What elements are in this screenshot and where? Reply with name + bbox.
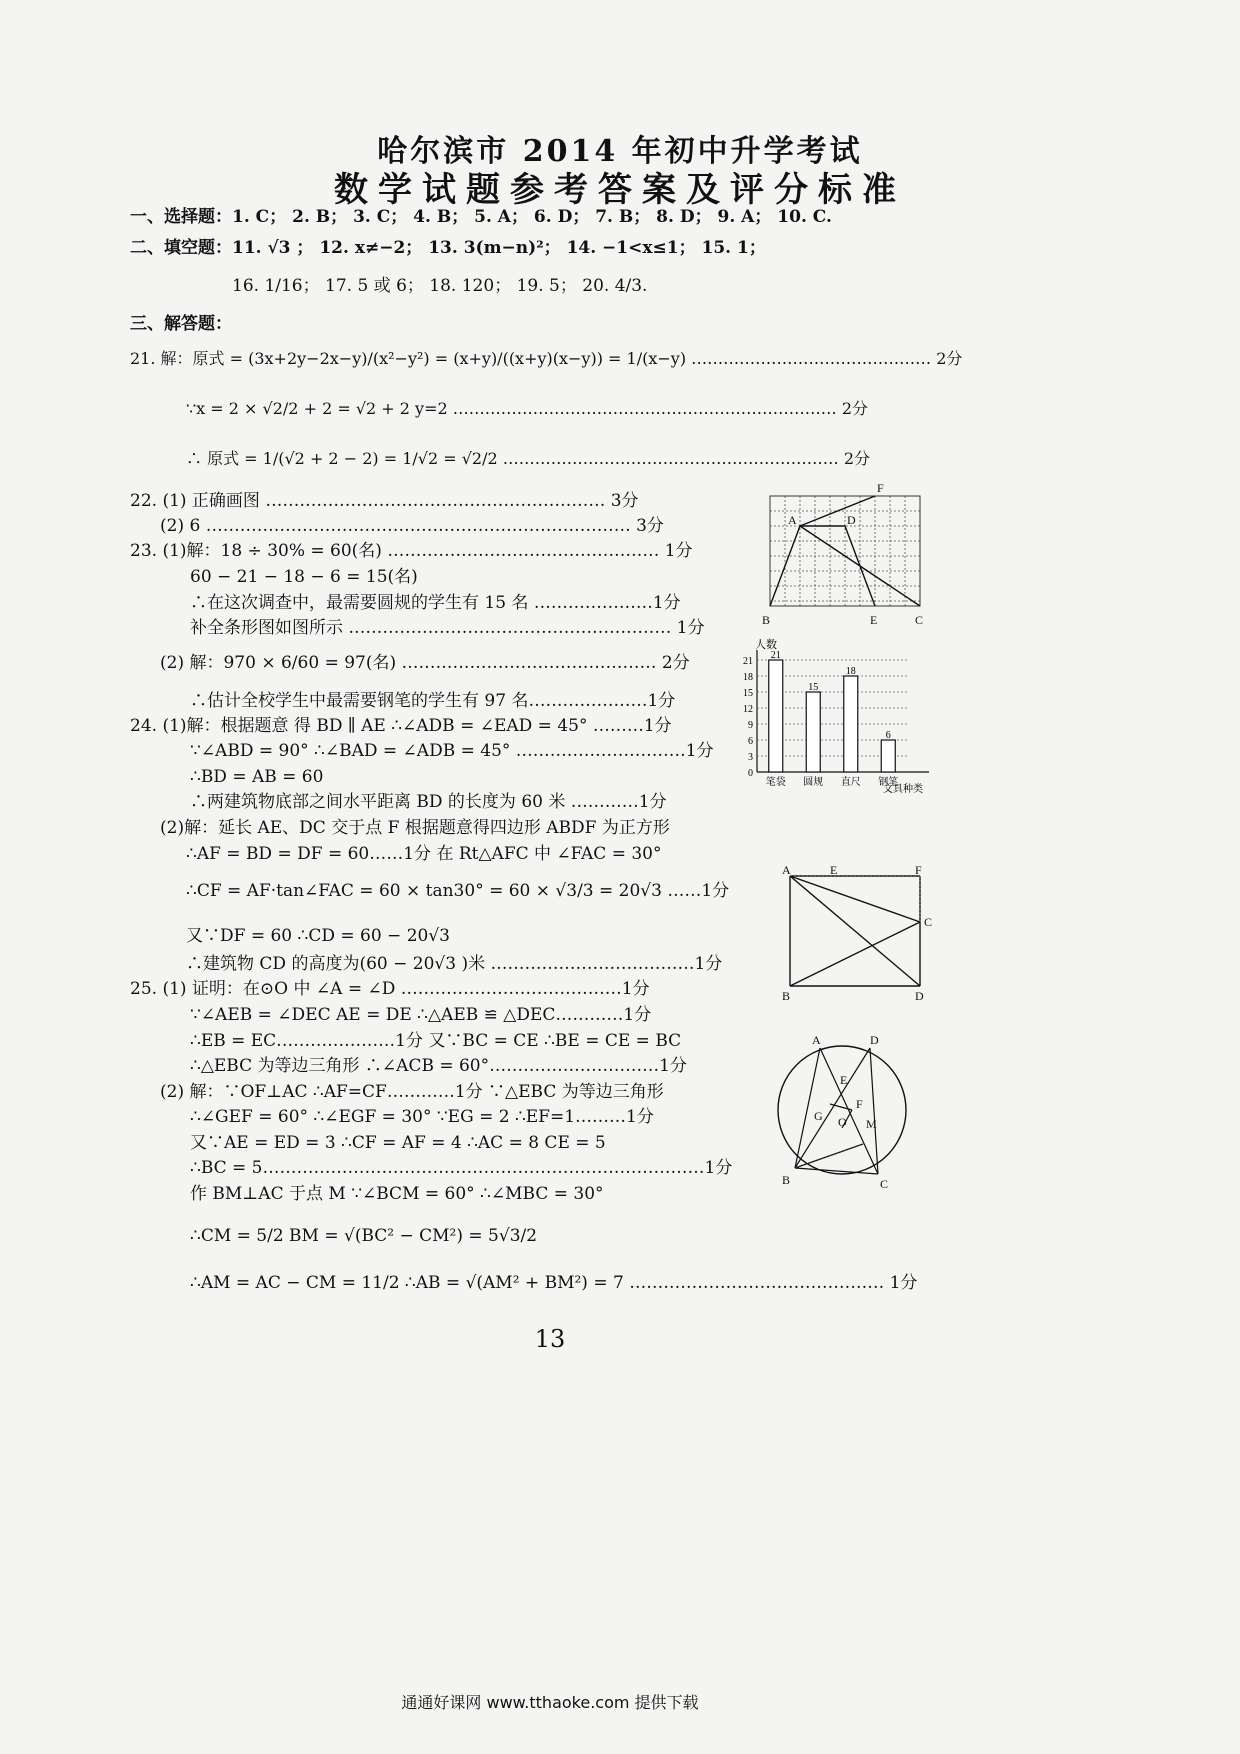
circle-label-f: F (856, 1097, 863, 1111)
q25-line8: ∴BC = 5……………………………………………………………………1分 (190, 1158, 733, 1178)
bar-chart-bar (806, 692, 820, 772)
q24-line7: ∴CF = AF·tan∠FAC = 60 × tan30° = 60 × √3/3 = 20√3 ……1分 (186, 881, 730, 901)
q25-line3: ∴EB = EC…………………1分 又∵BC = CE ∴BE = CE = BC (190, 1031, 682, 1051)
q23-line2: 60 − 21 − 18 − 6 = 15(名) (190, 567, 418, 587)
q23-line1: 23. (1)解：18 ÷ 30% = 60(名) ………………………………………… 1分 (130, 541, 693, 561)
square-label-f: F (915, 864, 922, 877)
bar-chart-ytick: 0 (748, 768, 753, 779)
bar-chart-value-label: 15 (808, 682, 819, 693)
bar-chart-ytick: 15 (743, 688, 753, 699)
bar-chart-category-label: 直尺 (840, 777, 861, 788)
bar-chart-value-label: 18 (845, 666, 856, 677)
circle-label-e: E (840, 1073, 848, 1087)
bar-chart-category-label: 钢笔 (878, 777, 899, 788)
circle-diagram (770, 1028, 920, 1193)
page-subtitle: 数学试题参考答案及评分标准 (334, 170, 906, 210)
bar-chart-bar (769, 660, 783, 772)
grid-label-c: C (915, 613, 924, 627)
page-title: 哈尔滨市 2014 年初中升学考试 (377, 134, 863, 169)
circle-label-a: A (812, 1033, 821, 1047)
q24-line3: ∴BD = AB = 60 (190, 767, 324, 787)
q25-line7: 又∵AE = ED = 3 ∴CF = AF = 4 ∴AC = 8 CE = 5 (190, 1133, 606, 1153)
bar-chart-ytick: 6 (748, 736, 753, 747)
square-diagram (780, 864, 940, 1004)
circle-label-c: C (880, 1177, 889, 1191)
grid-label-d: D (847, 513, 856, 527)
q23-line4: 补全条形图如图所示 ………………………………………………… 1分 (190, 618, 705, 638)
bar-chart-ytick: 3 (748, 752, 753, 763)
q24-line4: ∴两建筑物底部之间水平距离 BD 的长度为 60 米 …………1分 (190, 792, 667, 812)
bar-chart-ytick: 12 (743, 704, 753, 715)
bar-chart-ytick: 18 (743, 672, 753, 683)
bar-chart-bar (844, 676, 858, 772)
q22-line1: 22. (1) 正确画图 …………………………………………………… 3分 (130, 491, 639, 511)
q24-line8: 又∵DF = 60 ∴CD = 60 − 20√3 (186, 926, 450, 946)
square-label-e: E (830, 864, 838, 877)
square-label-b: B (782, 989, 791, 1003)
bar-chart-bar (881, 740, 895, 772)
q25-line11: ∴AM = AC − CM = 11/2 ∴AB = √(AM² + BM²) = 7 ……………………………………… 1分 (190, 1273, 918, 1293)
q22-line2: (2) 6 ………………………………………………………………… 3分 (160, 516, 664, 536)
bar-chart-ytick: 21 (743, 656, 753, 667)
footer-credit: 通通好课网 www.tthaoke.com 提供下载 (401, 1693, 699, 1712)
bar-chart-ytick: 9 (748, 720, 753, 731)
grid-label-b: B (762, 613, 771, 627)
q24-line1: 24. (1)解：根据题意 得 BD ∥ AE ∴∠ADB = ∠EAD = 45° ………1分 (130, 716, 672, 736)
choice-answers: 一、选择题：1. C； 2. B； 3. C； 4. B； 5. A； 6. D； 7. B； 8. D； 9. A； 10. C. (130, 207, 832, 227)
fill-answers-1: 二、填空题：11. √3 ； 12. x≠−2； 13. 3(m−n)²； 14. −1<x≤1； 15. 1； (130, 238, 766, 258)
q21-line2: ∵x = 2 × √2/2 + 2 = √2 + 2 y=2 ……………………………………………………………… 2分 (186, 399, 869, 418)
bar-chart-value-label: 21 (770, 650, 781, 661)
grid-label-e: E (870, 613, 878, 627)
q25-line1: 25. (1) 证明：在⊙O 中 ∠A = ∠D …………………………………1分 (130, 979, 650, 999)
grid-label-f: F (877, 481, 884, 495)
bar-chart-value-label: 6 (885, 730, 891, 741)
q24-line5: (2)解：延长 AE、DC 交于点 F 根据题意得四边形 ABDF 为正方形 (160, 818, 670, 838)
bar-chart-xlabel: 文具种类 (883, 784, 923, 795)
q24-line2: ∵∠ABD = 90° ∴∠BAD = ∠ADB = 45° …………………………1分 (190, 741, 714, 761)
q25-line4: ∴△EBC 为等边三角形 ∴∠ACB = 60°…………………………1分 (190, 1056, 687, 1076)
q21-line1: 21. 解：原式 = (3x+2y−2x−y)/(x²−y²) = (x+y)/((x+y)(x−y)) = 1/(x−y) ……………………………………… 2分 (130, 349, 963, 368)
q23-line5: (2) 解：970 × 6/60 = 97(名) ……………………………………… 2分 (160, 653, 690, 673)
square-label-a: A (782, 864, 791, 877)
q23-line6: ∴估计全校学生中最需要钢笔的学生有 97 名…………………1分 (190, 691, 676, 711)
bar-chart-category-label: 笔袋 (765, 777, 786, 788)
square-label-c: C (924, 915, 933, 929)
q25-line6: ∴∠GEF = 60° ∴∠EGF = 30° ∵EG = 2 ∴EF=1………1分 (190, 1107, 654, 1127)
circle-label-d: D (870, 1033, 879, 1047)
circle-label-g: G (814, 1109, 823, 1123)
q25-line9: 作 BM⊥AC 于点 M ∵∠BCM = 60° ∴∠MBC = 30° (190, 1184, 604, 1204)
q23-line3: ∴在这次调查中，最需要圆规的学生有 15 名 …………………1分 (190, 593, 681, 613)
section-heading: 三、解答题： (130, 314, 232, 334)
fill-answers-2: 16. 1/16； 17. 5 或 6； 18. 120； 19. 5； 20. 4/3. (232, 276, 648, 296)
q25-line10: ∴CM = 5/2 BM = √(BC² − CM²) = 5√3/2 (190, 1226, 538, 1246)
bar-chart (735, 636, 940, 796)
circle-label-m: M (866, 1117, 877, 1131)
circle-label-b: B (782, 1173, 791, 1187)
bar-chart-category-label: 圆规 (803, 777, 824, 788)
grid-diagram (760, 478, 930, 628)
q24-line9: ∴建筑物 CD 的高度为(60 − 20√3 )米 ………………………………1分 (186, 954, 723, 974)
square-label-d: D (915, 989, 924, 1003)
q21-line3: ∴ 原式 = 1/(√2 + 2 − 2) = 1/√2 = √2/2 ……………………………………………………… 2分 (186, 449, 871, 468)
grid-label-a: A (788, 513, 797, 527)
q25-line5: (2) 解：∵OF⊥AC ∴AF=CF…………1分 ∵△EBC 为等边三角形 (160, 1082, 664, 1102)
q24-line6: ∴AF = BD = DF = 60……1分 在 Rt△AFC 中 ∠FAC = 30° (186, 844, 662, 864)
bar-chart-ylabel: 人数 (755, 638, 777, 651)
page-number: 13 (534, 1325, 566, 1353)
circle-label-o: O (838, 1115, 847, 1129)
q25-line2: ∵∠AEB = ∠DEC AE = DE ∴△AEB ≌ △DEC…………1分 (190, 1005, 652, 1025)
